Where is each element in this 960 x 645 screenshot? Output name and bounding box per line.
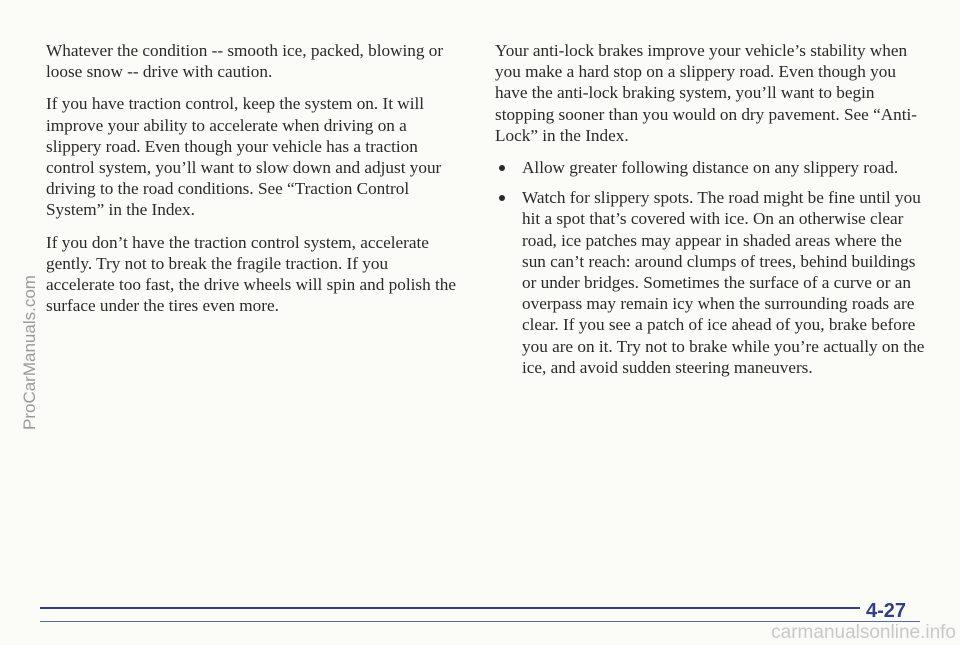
left-column <box>46 40 461 327</box>
bottom-watermark: carmanualsonline.info <box>771 622 956 643</box>
bullet-dot-icon <box>499 165 505 171</box>
bullet-item <box>495 187 927 378</box>
paragraph: If you don’t have the traction control system, accelerate gently. Try not to break the fragile traction. If you accelerate too fast, the drive wheels will spin and polish the surface under the tires even more. <box>46 232 456 316</box>
bullet-item <box>495 157 927 178</box>
right-column <box>495 40 927 387</box>
footer-rule <box>40 607 860 609</box>
intro-paragraph: Your anti-lock brakes improve your vehicle’s stability when you make a hard stop on a slippery road. Even though you have the anti-lock braking system, you’ll want to begin stopping sooner than you would on dry pavement. See “Anti-Lock” in the Index. <box>495 41 917 145</box>
bullet-dot-icon <box>499 195 505 201</box>
page-number: 4-27 <box>866 600 907 622</box>
bullet-text: Watch for slippery spots. The road might be fine until you hit a spot that’s covered with ice. On an otherwise clear road, ice patches may appear in shaded areas where the sun can’t reach: around clumps of trees, behind buildings or under bridges. Sometimes the surface of a curve or an overpass may remain icy when the surrounding roads are clear. If you see a patch of ice ahead of you, brake before you are on it. Try not to brake while you’re actually on the ice, and avoid sudden steering maneuvers. <box>522 188 925 377</box>
paragraph: Whatever the condition -- smooth ice, packed, blowing or loose snow -- drive with caution. <box>46 41 444 82</box>
bullet-text: Allow greater following distance on any slippery road. <box>522 158 899 178</box>
paragraph: If you have traction control, keep the system on. It will improve your ability to accelerate when driving on a slippery road. Even though your vehicle has a traction control system, you’ll want to slow down and adjust your driving to the road conditions. See “Traction Control System” in the Index. <box>46 94 442 220</box>
bullet-list <box>495 157 927 378</box>
side-watermark: ProCarManuals.com <box>20 275 39 430</box>
